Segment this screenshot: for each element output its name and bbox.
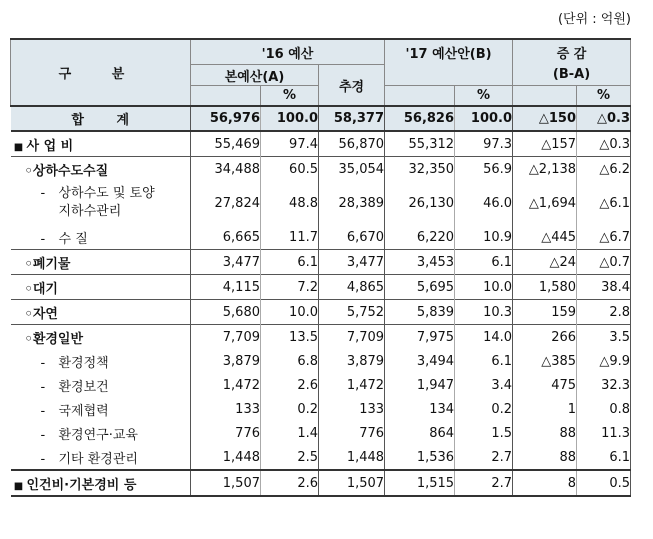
row-label (11, 181, 191, 225)
row-label-text: 자연 (32, 306, 58, 322)
row-label-text: 기타 환경관리 (58, 451, 138, 467)
table-cell: △0.3 (577, 131, 631, 157)
header-pct-a: % (261, 86, 319, 107)
table-cell: 56.9 (455, 157, 513, 182)
square-bullet-icon: ■ (13, 480, 24, 492)
row-label (11, 300, 191, 325)
table-cell: 6.1 (577, 445, 631, 470)
total-cell: 56,976 (191, 106, 261, 131)
table-cell: 10.0 (455, 275, 513, 300)
row-label-text: 국제협력 (58, 403, 109, 419)
table-cell: 134 (385, 397, 455, 421)
row-label (11, 397, 191, 421)
table-cell: 38.4 (577, 275, 631, 300)
table-cell: 6.1 (455, 250, 513, 275)
table-cell: 6,670 (319, 225, 385, 250)
table-cell: 14.0 (455, 325, 513, 350)
row-label-text: 환경연구·교육 (58, 427, 138, 443)
table-row (11, 373, 631, 397)
header-y16: '16 예산 (191, 39, 385, 65)
row-label-text: 사 업 비 (26, 138, 74, 154)
dash-marker: - (40, 355, 46, 371)
row-label-text: 폐기물 (32, 256, 71, 272)
table-cell: 4,115 (191, 275, 261, 300)
table-cell: 864 (385, 421, 455, 445)
table-cell: 1,515 (385, 470, 455, 496)
table-cell: 3,494 (385, 349, 455, 373)
row-label (11, 225, 191, 250)
table-row (11, 397, 631, 421)
table-cell: 97.3 (455, 131, 513, 157)
table-cell: △0.7 (577, 250, 631, 275)
table-cell: 7,975 (385, 325, 455, 350)
table-cell: 133 (319, 397, 385, 421)
header-y17: '17 예산안(B) (385, 39, 513, 65)
table-cell: 159 (513, 300, 577, 325)
table-cell: 6.1 (455, 349, 513, 373)
circle-bullet-icon: ◦ (24, 256, 33, 272)
table-row (11, 181, 631, 225)
table-cell: 5,752 (319, 300, 385, 325)
table-cell: 1 (513, 397, 577, 421)
table-cell: △6.2 (577, 157, 631, 182)
circle-bullet-icon: ◦ (24, 163, 33, 179)
row-label-text: 대기 (32, 281, 58, 297)
table-cell: 2.7 (455, 445, 513, 470)
header-change-formula: (B-A) (513, 65, 631, 86)
row-label (11, 349, 191, 373)
table-cell: 6.1 (261, 250, 319, 275)
table-cell: 13.5 (261, 325, 319, 350)
table-cell: 2.6 (261, 470, 319, 496)
row-label-line2: 지하수관리 (58, 204, 122, 219)
table-cell: 32.3 (577, 373, 631, 397)
table-cell: 6.8 (261, 349, 319, 373)
unit-note: (단위 : 억원) (557, 12, 631, 27)
table-row (11, 157, 631, 182)
table-row (11, 225, 631, 250)
dash-marker: - (40, 427, 46, 443)
total-cell: △150 (513, 106, 577, 131)
table-cell: 0.2 (455, 397, 513, 421)
row-label-text: 상하수도수질 (32, 163, 109, 179)
square-bullet-icon: ■ (13, 141, 24, 153)
table-cell: 55,312 (385, 131, 455, 157)
table-cell: 11.7 (261, 225, 319, 250)
row-label (11, 421, 191, 445)
row-label-text: 환경정책 (58, 355, 109, 371)
row-label (11, 325, 191, 350)
table-row (11, 445, 631, 470)
table-cell: 3,477 (319, 250, 385, 275)
row-label-text: 수 질 (58, 231, 88, 247)
table-cell: 2.8 (577, 300, 631, 325)
row-label-text: 환경보건 (58, 379, 109, 395)
table-cell: 8 (513, 470, 577, 496)
table-cell: 10.0 (261, 300, 319, 325)
table-row (11, 349, 631, 373)
table-cell: 5,680 (191, 300, 261, 325)
header-pct-change: % (577, 86, 631, 107)
table-cell: 1,536 (385, 445, 455, 470)
table-cell: 1,448 (191, 445, 261, 470)
total-row (11, 106, 631, 131)
table-cell: △24 (513, 250, 577, 275)
table-cell: 0.5 (577, 470, 631, 496)
table-row (11, 250, 631, 275)
header-gubun: 구 분 (11, 39, 191, 106)
table-cell: 88 (513, 421, 577, 445)
table-cell: 55,469 (191, 131, 261, 157)
table-cell: 88 (513, 445, 577, 470)
table-cell: 46.0 (455, 181, 513, 225)
table-cell: 1,448 (319, 445, 385, 470)
row-label (11, 275, 191, 300)
table-cell: △6.1 (577, 181, 631, 225)
table-cell: 0.8 (577, 397, 631, 421)
circle-bullet-icon: ◦ (24, 306, 33, 322)
table-cell: △1,694 (513, 181, 577, 225)
total-cell: 100.0 (261, 106, 319, 131)
table-cell: 11.3 (577, 421, 631, 445)
table-cell: 97.4 (261, 131, 319, 157)
row-label-text: 인건비·기본경비 등 (26, 477, 137, 493)
table-cell: △385 (513, 349, 577, 373)
table-row (11, 275, 631, 300)
dash-marker: - (40, 186, 46, 201)
row-label (11, 445, 191, 470)
table-cell: 776 (191, 421, 261, 445)
table-cell: 1,472 (191, 373, 261, 397)
total-cell: 100.0 (455, 106, 513, 131)
table-row (11, 131, 631, 157)
table-cell: 3.4 (455, 373, 513, 397)
table-cell: 7,709 (191, 325, 261, 350)
table-cell: 3,477 (191, 250, 261, 275)
header-y16-supp: 추경 (319, 65, 385, 107)
dash-marker: - (40, 231, 46, 247)
table-row (11, 325, 631, 350)
table-cell: 3,879 (319, 349, 385, 373)
table-cell: 3,879 (191, 349, 261, 373)
header-y16-main: 본예산(A) (191, 65, 319, 86)
table-cell: 266 (513, 325, 577, 350)
table-cell: △445 (513, 225, 577, 250)
table-cell: 2.6 (261, 373, 319, 397)
table-row (11, 470, 631, 496)
table-cell: 133 (191, 397, 261, 421)
table-cell: 475 (513, 373, 577, 397)
table-cell: 48.8 (261, 181, 319, 225)
table-cell: 2.7 (455, 470, 513, 496)
header-pct-b: % (455, 86, 513, 107)
table-cell: 1,507 (191, 470, 261, 496)
table-cell: 7.2 (261, 275, 319, 300)
table-cell: 34,488 (191, 157, 261, 182)
table-cell: 1,580 (513, 275, 577, 300)
table-cell: 10.3 (455, 300, 513, 325)
total-cell: 56,826 (385, 106, 455, 131)
total-cell: △0.3 (577, 106, 631, 131)
table-row (11, 421, 631, 445)
dash-marker: - (40, 451, 46, 467)
table-cell: 6,665 (191, 225, 261, 250)
table-cell: 60.5 (261, 157, 319, 182)
table-cell: 35,054 (319, 157, 385, 182)
table-cell: △2,138 (513, 157, 577, 182)
row-label (11, 373, 191, 397)
table-cell: 28,389 (319, 181, 385, 225)
row-label-text: 환경일반 (32, 331, 84, 347)
table-cell: 1,947 (385, 373, 455, 397)
table-cell: 26,130 (385, 181, 455, 225)
table-cell: 3.5 (577, 325, 631, 350)
table-cell: 5,839 (385, 300, 455, 325)
total-label: 합 계 (11, 106, 191, 131)
table-cell: 56,870 (319, 131, 385, 157)
total-cell: 58,377 (319, 106, 385, 131)
table-cell: 3,453 (385, 250, 455, 275)
table-cell: 4,865 (319, 275, 385, 300)
table-cell: 0.2 (261, 397, 319, 421)
table-row (11, 300, 631, 325)
table-cell: 2.5 (261, 445, 319, 470)
table-cell: 5,695 (385, 275, 455, 300)
table-cell: 1,472 (319, 373, 385, 397)
table-cell: 27,824 (191, 181, 261, 225)
budget-table (10, 38, 631, 497)
table-cell: 1,507 (319, 470, 385, 496)
header-change: 증 감 (513, 39, 631, 65)
table-cell: 776 (319, 421, 385, 445)
table-cell: 32,350 (385, 157, 455, 182)
dash-marker: - (40, 379, 46, 395)
row-label (11, 250, 191, 275)
table-cell: △9.9 (577, 349, 631, 373)
table-cell: 10.9 (455, 225, 513, 250)
table-cell: △6.7 (577, 225, 631, 250)
table-cell: △157 (513, 131, 577, 157)
table-cell: 6,220 (385, 225, 455, 250)
table-cell: 1.5 (455, 421, 513, 445)
circle-bullet-icon: ◦ (24, 331, 33, 347)
row-label (11, 157, 191, 182)
row-label (11, 470, 191, 496)
table-cell: 1.4 (261, 421, 319, 445)
circle-bullet-icon: ◦ (24, 281, 33, 297)
table-cell: 7,709 (319, 325, 385, 350)
row-label-line1: 상하수도 및 토양 (58, 186, 155, 201)
row-label (11, 131, 191, 157)
dash-marker: - (40, 403, 46, 419)
